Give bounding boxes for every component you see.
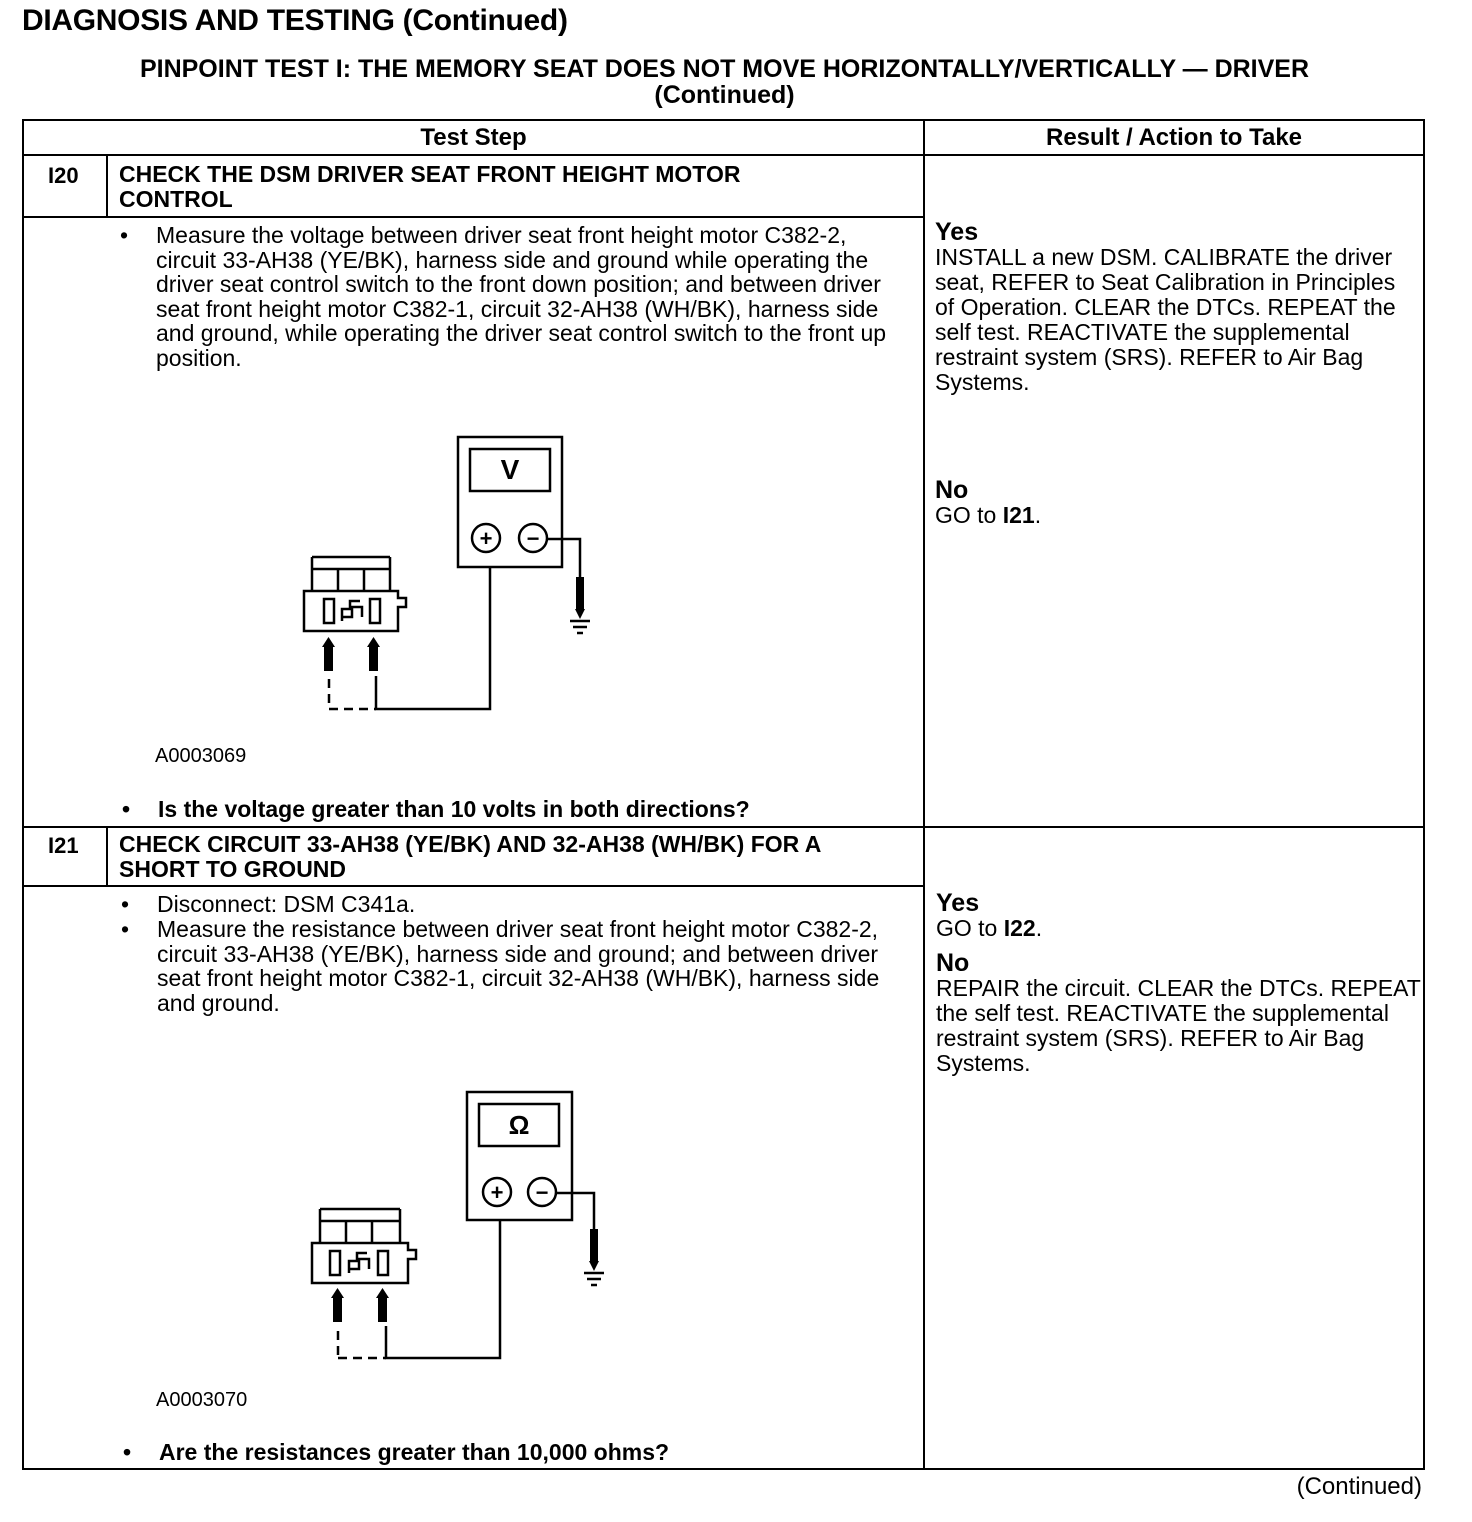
meter-symbol: Ω	[508, 1110, 530, 1140]
page-heading: DIAGNOSIS AND TESTING (Continued)	[22, 4, 568, 37]
figure-id-i21: A0003070	[156, 1389, 248, 1411]
yes-action: INSTALL a new DSM. CALIBRATE the driver seat, REFER to Seat Calibration in Principles of Operation. CLEAR the DTCs. REPEAT the self test. REACTIVATE the supplemental restraint system (SRS). REFER to Air Bag Systems.	[935, 244, 1396, 395]
bullet: •	[120, 222, 129, 248]
bullet: •	[121, 916, 130, 942]
yes-action-prefix: GO to	[936, 915, 1004, 941]
header-test-step: Test Step	[420, 124, 527, 151]
footer-continued: (Continued)	[1296, 1473, 1422, 1500]
plus-sign: +	[479, 526, 493, 551]
step-number-i20: I20	[48, 163, 79, 188]
yes-action-suffix: .	[1035, 915, 1043, 941]
bullet: •	[121, 891, 130, 917]
result-no-i20	[935, 477, 1420, 528]
minus-sign: −	[535, 1180, 549, 1205]
no-action-prefix: GO to	[935, 502, 1003, 528]
instruction-text: Disconnect: DSM C341a.	[157, 891, 416, 917]
result-yes-i20	[935, 219, 1420, 395]
ohmmeter-diagram	[24, 121, 924, 1471]
step-heading-i20: CHECK THE DSM DRIVER SEAT FRONT HEIGHT MOTOR CONTROL	[119, 161, 741, 212]
no-label: No	[935, 476, 969, 504]
test-title-line2: (Continued)	[654, 81, 795, 109]
pinpoint-test-table	[22, 119, 1425, 1470]
figure-id-i20: A0003069	[155, 745, 247, 767]
yes-label: Yes	[935, 218, 979, 246]
result-yes-i21	[936, 890, 1421, 941]
instruction-text: Measure the voltage between driver seat front height motor C382-2, circuit 33-AH38 (YE/BK), harness side and ground while operating the driver seat control switch to the front down position; and between driver seat front height motor C382-1, circuit 32-AH38 (WH/BK), harness side and ground, while operating the driver seat control switch to the front up position.	[156, 222, 887, 371]
step-number-i21: I21	[48, 833, 79, 858]
yes-label: Yes	[936, 889, 980, 917]
test-title-line1: PINPOINT TEST I: THE MEMORY SEAT DOES NOT MOVE HORIZONTALLY/VERTICALLY — DRIVER	[139, 55, 1310, 83]
question-text: Are the resistances greater than 10,000 ohms?	[159, 1439, 670, 1465]
step-heading-i21: CHECK CIRCUIT 33-AH38 (YE/BK) AND 32-AH38 (WH/BK) FOR A SHORT TO GROUND	[119, 831, 821, 882]
plus-sign: +	[490, 1180, 504, 1205]
instruction-text: Measure the resistance between driver seat front height motor C382-2, circuit 33-AH38 (YE/BK), harness side and ground; and between driver seat front height motor C382-1, circuit 32-AH38 (WH/BK), harness side and ground.	[157, 916, 880, 1016]
pinpoint-test-title	[22, 56, 1427, 108]
yes-action-target: I22	[1003, 915, 1036, 941]
no-action: REPAIR the circuit. CLEAR the DTCs. REPEAT the self test. REACTIVATE the supplemental restraint system (SRS). REFER to Air Bag Systems.	[936, 975, 1421, 1076]
question-text: Is the voltage greater than 10 volts in both directions?	[158, 796, 750, 822]
result-no-i21	[936, 950, 1421, 1076]
minus-sign: −	[526, 526, 540, 551]
bullet: •	[123, 1439, 132, 1465]
no-action-suffix: .	[1034, 502, 1042, 528]
bullet: •	[122, 796, 131, 822]
no-label: No	[936, 949, 970, 977]
question-i21	[123, 1439, 904, 1465]
no-action-target: I21	[1002, 502, 1035, 528]
header-result-action: Result / Action to Take	[1045, 124, 1303, 151]
meter-symbol: V	[500, 454, 520, 485]
